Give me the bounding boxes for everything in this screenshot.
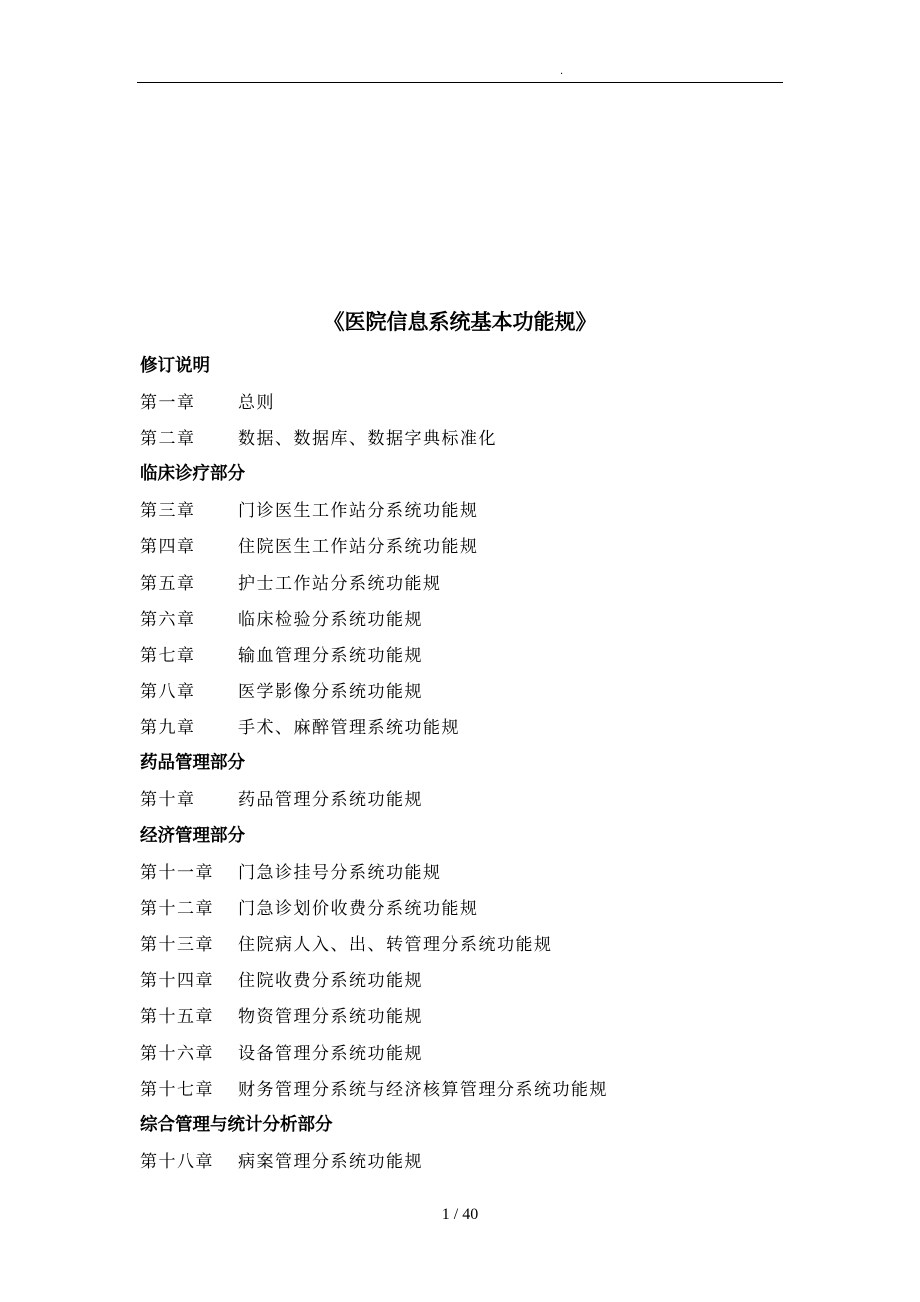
chapter-number: 第十五章 — [140, 1007, 214, 1028]
header-rule — [137, 82, 783, 83]
toc-chapter-entry — [140, 708, 800, 744]
toc-section-heading: 经济管理部分 — [140, 825, 245, 846]
chapter-number: 第一章 — [140, 392, 196, 413]
chapter-number: 第四章 — [140, 537, 196, 558]
chapter-number: 第六章 — [140, 609, 196, 630]
toc-chapter-entry — [140, 1033, 800, 1069]
chapter-title: 护士工作站分系统功能规 — [238, 573, 442, 594]
page-number: 1 / 40 — [441, 1206, 479, 1223]
chapter-title: 输血管理分系统功能规 — [238, 645, 423, 666]
table-of-contents — [140, 346, 800, 1178]
toc-chapter-entry — [140, 1069, 800, 1105]
chapter-number: 第三章 — [140, 501, 196, 522]
header-mark: . — [560, 66, 564, 77]
toc-chapter-entry — [140, 491, 800, 527]
toc-section-heading: 综合管理与统计分析部分 — [140, 1114, 333, 1135]
chapter-number: 第十三章 — [140, 935, 214, 956]
chapter-number: 第十六章 — [140, 1043, 214, 1064]
toc-chapter-entry — [140, 961, 800, 997]
chapter-title: 财务管理分系统与经济核算管理分系统功能规 — [238, 1079, 608, 1100]
chapter-number: 第九章 — [140, 718, 196, 739]
toc-chapter-entry — [140, 925, 800, 961]
chapter-title: 总则 — [238, 392, 275, 413]
toc-section-heading: 临床诊疗部分 — [140, 464, 245, 485]
chapter-title: 医学影像分系统功能规 — [238, 681, 423, 702]
chapter-number: 第十一章 — [140, 862, 214, 883]
toc-chapter-entry — [140, 527, 800, 563]
chapter-title: 病案管理分系统功能规 — [238, 1152, 423, 1173]
chapter-title: 物资管理分系统功能规 — [238, 1007, 423, 1028]
toc-chapter-entry — [140, 997, 800, 1033]
chapter-title: 临床检验分系统功能规 — [238, 609, 423, 630]
chapter-number: 第十四章 — [140, 971, 214, 992]
chapter-number: 第七章 — [140, 645, 196, 666]
chapter-number: 第十二章 — [140, 898, 214, 919]
toc-chapter-entry — [140, 780, 800, 816]
chapter-title: 门急诊划价收费分系统功能规 — [238, 898, 479, 919]
chapter-title: 住院病人入、出、转管理分系统功能规 — [238, 935, 553, 956]
chapter-title: 手术、麻醉管理系统功能规 — [238, 718, 460, 739]
chapter-title: 住院医生工作站分系统功能规 — [238, 537, 479, 558]
chapter-number: 第八章 — [140, 681, 196, 702]
toc-chapter-entry — [140, 418, 800, 454]
toc-chapter-entry — [140, 382, 800, 418]
chapter-number: 第五章 — [140, 573, 196, 594]
chapter-number: 第十七章 — [140, 1079, 214, 1100]
chapter-title: 门诊医生工作站分系统功能规 — [238, 501, 479, 522]
toc-section-heading: 修订说明 — [140, 355, 210, 376]
toc-chapter-entry — [140, 563, 800, 599]
chapter-title: 住院收费分系统功能规 — [238, 971, 423, 992]
toc-chapter-entry — [140, 852, 800, 888]
chapter-number: 第十八章 — [140, 1152, 214, 1173]
chapter-title: 数据、数据库、数据字典标准化 — [238, 428, 497, 449]
toc-chapter-entry — [140, 1141, 800, 1177]
toc-chapter-entry — [140, 599, 800, 635]
chapter-title: 门急诊挂号分系统功能规 — [238, 862, 442, 883]
toc-chapter-entry — [140, 671, 800, 707]
toc-chapter-entry — [140, 888, 800, 924]
chapter-number: 第二章 — [140, 428, 196, 449]
toc-chapter-entry — [140, 635, 800, 671]
chapter-title: 药品管理分系统功能规 — [238, 790, 423, 811]
chapter-title: 设备管理分系统功能规 — [238, 1043, 423, 1064]
toc-section-heading: 药品管理部分 — [140, 753, 245, 774]
document-title: 《医院信息系统基本功能规》 — [323, 310, 597, 334]
chapter-number: 第十章 — [140, 790, 196, 811]
